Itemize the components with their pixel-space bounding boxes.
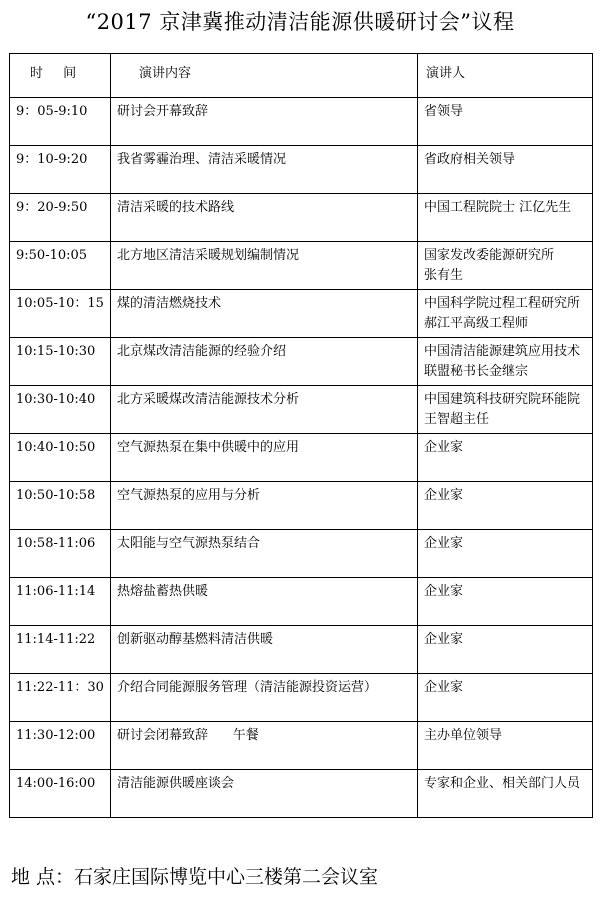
location-value: 石家庄国际博览中心三楼第二会议室 — [74, 866, 379, 888]
speaker-line: 联盟秘书长金继宗 — [424, 364, 529, 379]
speaker-cell — [418, 290, 593, 338]
document-title: “2017 京津冀推动清洁能源供暖研讨会”议程 — [85, 10, 515, 34]
agenda-table — [9, 53, 593, 818]
speaker-cell — [418, 482, 593, 530]
table-row — [10, 674, 593, 722]
time-cell: 10:58-11:06 — [10, 530, 111, 578]
location-line — [11, 862, 378, 889]
content-cell: 北京煤改清洁能源的经验介绍 — [111, 338, 418, 386]
time-cell: 11:14-11:22 — [10, 626, 111, 674]
speaker-line: 企业家 — [424, 488, 464, 503]
speaker-cell — [418, 530, 593, 578]
content-cell: 北方采暖煤改清洁能源技术分析 — [111, 386, 418, 434]
speaker-cell — [418, 770, 593, 818]
table-header-row — [10, 54, 593, 98]
speaker-cell — [418, 626, 593, 674]
speaker-line: 中国科学院过程工程研究所 — [424, 296, 581, 311]
time-cell: 10:15-10:30 — [10, 338, 111, 386]
speaker-line: 王智超主任 — [424, 412, 490, 427]
content-cell: 创新驱动醇基燃料清洁供暖 — [111, 626, 418, 674]
header-time: 时 间 — [10, 54, 111, 98]
speaker-cell — [418, 722, 593, 770]
content-cell: 北方地区清洁采暖规划编制情况 — [111, 242, 418, 290]
time-cell: 11:30-12:00 — [10, 722, 111, 770]
time-cell: 10:50-10:58 — [10, 482, 111, 530]
content-cell: 空气源热泵在集中供暖中的应用 — [111, 434, 418, 482]
location-label: 地 点： — [11, 866, 75, 888]
time-cell: 10:40-10:50 — [10, 434, 111, 482]
time-cell: 10:05-10：15 — [10, 290, 111, 338]
table-row — [10, 290, 593, 338]
table-row — [10, 770, 593, 818]
content-cell: 研讨会闭幕致辞 午餐 — [111, 722, 418, 770]
speaker-cell — [418, 386, 593, 434]
table-row — [10, 194, 593, 242]
speaker-line: 省政府相关领导 — [424, 152, 516, 167]
time-cell: 14:00-16:00 — [10, 770, 111, 818]
speaker-line: 企业家 — [424, 440, 464, 455]
speaker-line: 国家发改委能源研究所 — [424, 248, 555, 263]
table-row — [10, 98, 593, 146]
time-cell: 9：10-9:20 — [10, 146, 111, 194]
table-row — [10, 242, 593, 290]
content-cell: 研讨会开幕致辞 — [111, 98, 418, 146]
speaker-line: 中国建筑科技研究院环能院 — [424, 392, 581, 407]
speaker-cell — [418, 674, 593, 722]
table-row — [10, 578, 593, 626]
content-cell: 煤的清洁燃烧技术 — [111, 290, 418, 338]
table-row — [10, 482, 593, 530]
speaker-cell — [418, 338, 593, 386]
time-cell: 9:50-10:05 — [10, 242, 111, 290]
time-cell: 10:30-10:40 — [10, 386, 111, 434]
table-row — [10, 626, 593, 674]
content-cell: 热熔盐蓄热供暖 — [111, 578, 418, 626]
table-row — [10, 722, 593, 770]
speaker-line: 中国清洁能源建筑应用技术 — [424, 344, 581, 359]
content-cell: 介绍合同能源服务管理（清洁能源投资运营） — [111, 674, 418, 722]
time-cell: 9：05-9:10 — [10, 98, 111, 146]
speaker-line: 郝江平高级工程师 — [424, 316, 529, 331]
content-cell: 我省雾霾治理、清洁采暖情况 — [111, 146, 418, 194]
table-row — [10, 338, 593, 386]
speaker-cell — [418, 434, 593, 482]
time-cell: 9：20-9:50 — [10, 194, 111, 242]
table-row — [10, 146, 593, 194]
speaker-line: 张有生 — [424, 268, 464, 283]
speaker-cell — [418, 194, 593, 242]
speaker-line: 专家和企业、相关部门人员 — [424, 776, 581, 791]
speaker-line: 中国工程院院士 江亿先生 — [424, 200, 572, 215]
speaker-cell — [418, 146, 593, 194]
table-row — [10, 530, 593, 578]
content-cell: 空气源热泵的应用与分析 — [111, 482, 418, 530]
speaker-line: 主办单位领导 — [424, 728, 503, 743]
header-content: 演讲内容 — [111, 54, 418, 98]
time-cell: 11:06-11:14 — [10, 578, 111, 626]
speaker-line: 企业家 — [424, 584, 464, 599]
speaker-cell — [418, 578, 593, 626]
time-cell: 11:22-11：30 — [10, 674, 111, 722]
table-row — [10, 434, 593, 482]
content-cell: 清洁能源供暖座谈会 — [111, 770, 418, 818]
speaker-line: 企业家 — [424, 632, 464, 647]
header-speaker: 演讲人 — [418, 54, 593, 98]
content-cell: 太阳能与空气源热泵结合 — [111, 530, 418, 578]
speaker-cell — [418, 98, 593, 146]
table-row — [10, 386, 593, 434]
speaker-cell — [418, 242, 593, 290]
speaker-line: 企业家 — [424, 680, 464, 695]
speaker-line: 省领导 — [424, 104, 464, 119]
content-cell: 清洁采暖的技术路线 — [111, 194, 418, 242]
speaker-line: 企业家 — [424, 536, 464, 551]
